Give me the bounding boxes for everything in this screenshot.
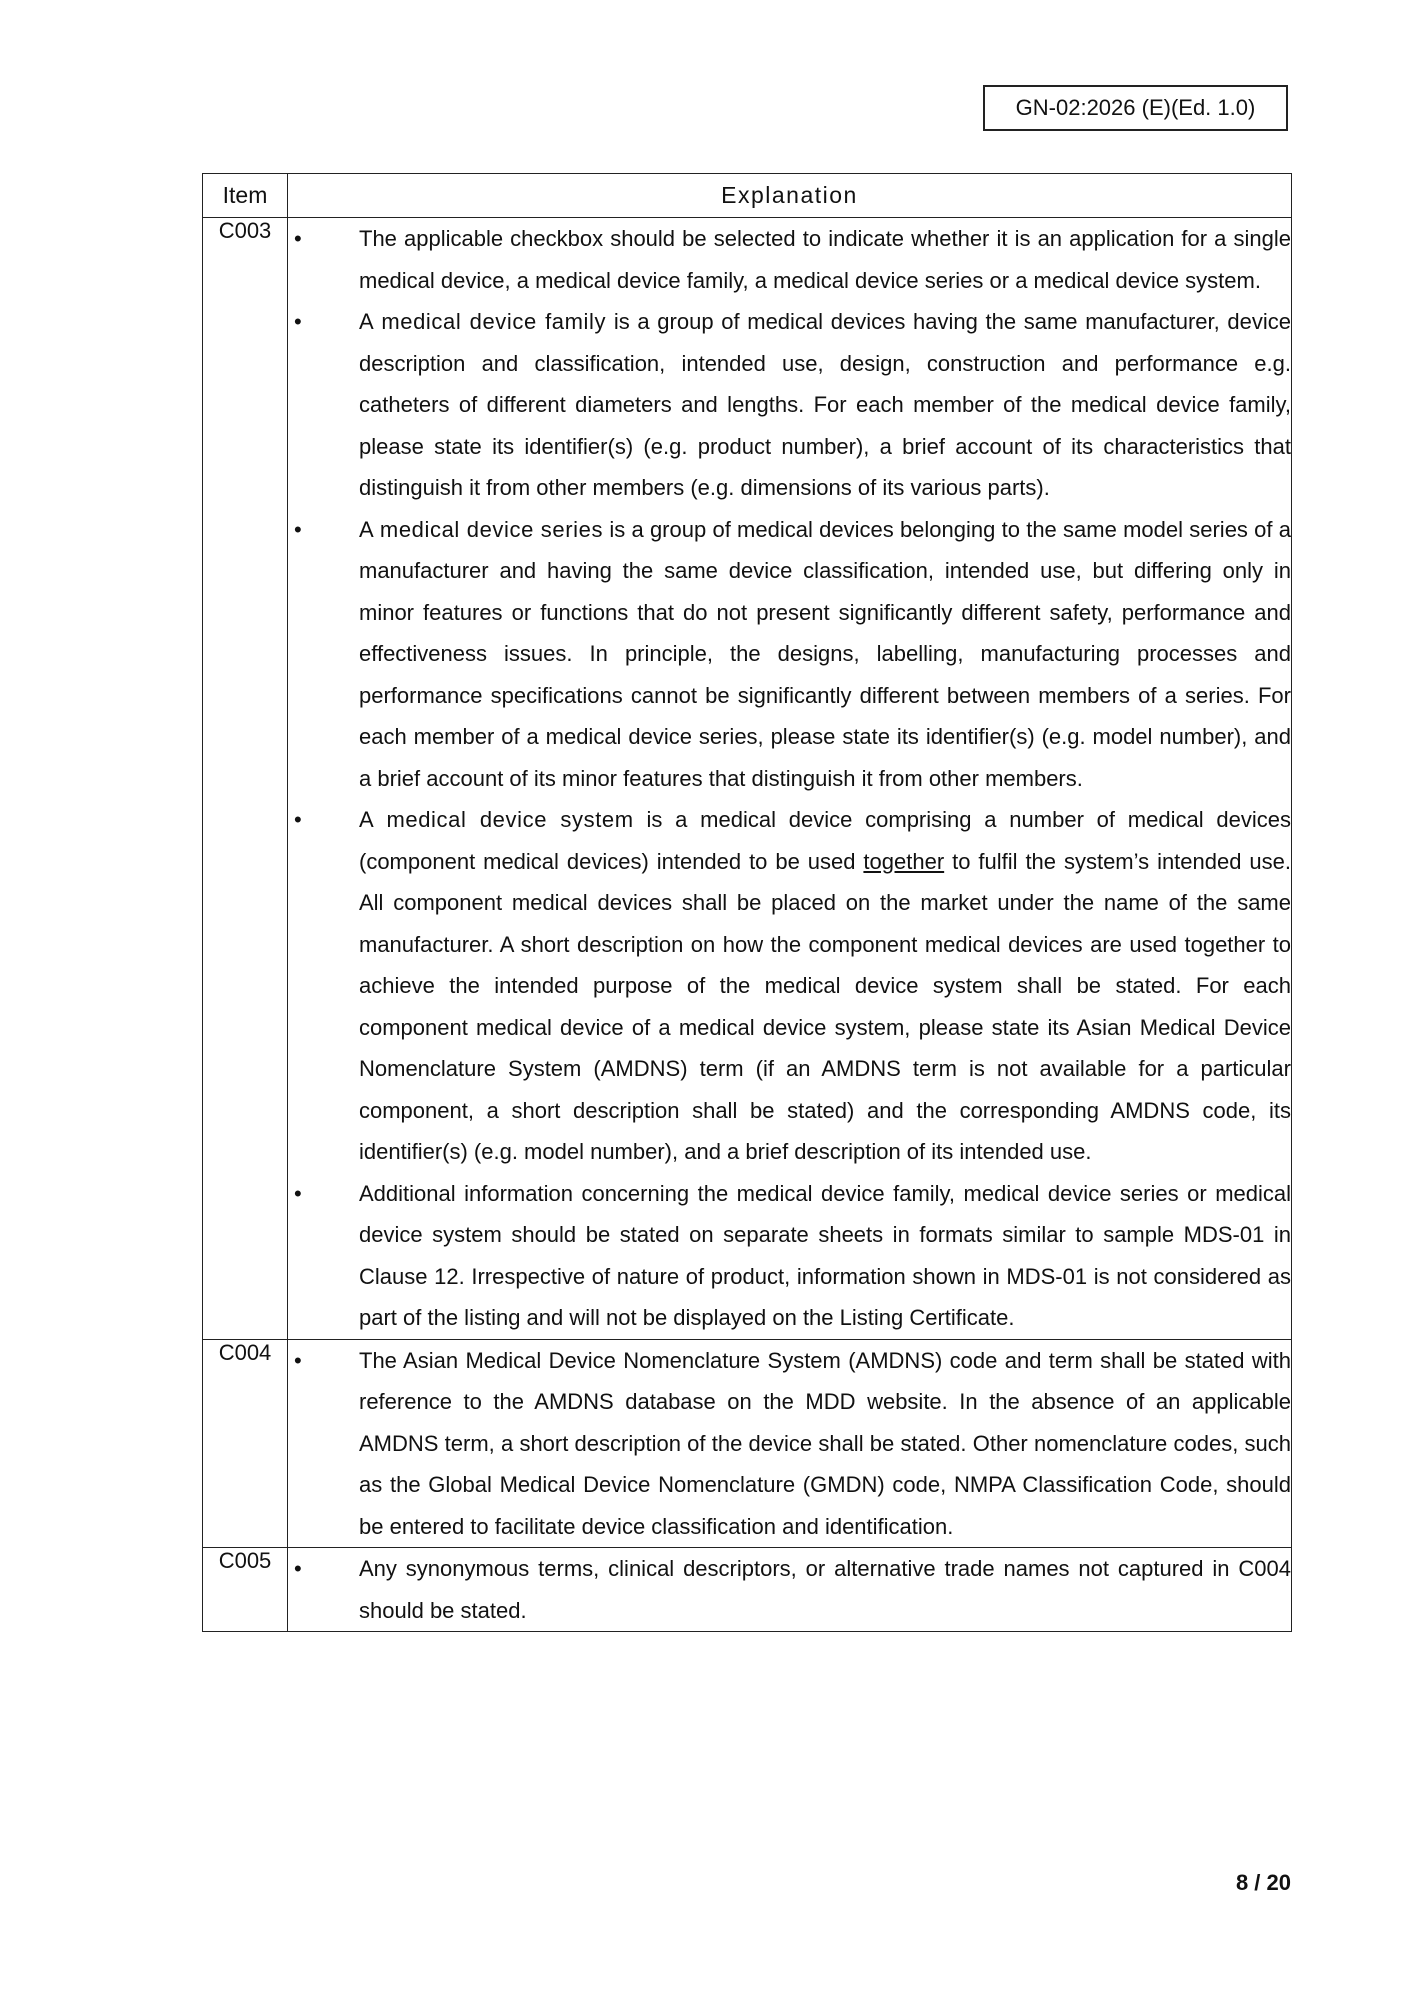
- table-row-c004: [203, 1339, 1292, 1548]
- item-code: C004: [203, 1339, 288, 1548]
- defined-term: A medical device series: [359, 516, 604, 542]
- bullet-text-body: is a medical device comprising a number of medical devices (component medical devices) intended to be used: [359, 807, 1291, 874]
- bullet-marker: •: [294, 1180, 302, 1206]
- column-header-explanation: Explanation: [288, 174, 1292, 218]
- bullet-text: Additional information concerning the medical device family, medical device series or medical device system should be stated on separate sheets in formats similar to sample MDS-01 in Clause 12. Irrespective of nature of product, information shown in MDS-01 is not considered as part of the listing and will not be displayed on the Listing Certificate.: [359, 1180, 1291, 1330]
- bullet-marker: •: [294, 309, 302, 334]
- defined-term: A medical device system: [359, 807, 634, 832]
- bullet-text-body: to fulfil the system’s intended use. All component medical devices shall be placed on the market under the name of the same manufacturer. A short description on how the component medical devices are used together to achieve the intended purpose of the medical device system shall be stated. For each component medical device of a medical device system, please state its Asian Medical Device Nomenclature System (AMDNS) term (if an AMDNS term is not available for a particular component, a short description shall be stated) and the corresponding AMDNS code, its identifier(s) (e.g. model number), and a brief description of its intended use.: [359, 848, 1291, 1164]
- explanation-table: [202, 173, 1292, 1632]
- table-row-c005: [203, 1548, 1292, 1632]
- bullet-item: [288, 509, 1291, 800]
- explanation-cell: [288, 1339, 1292, 1548]
- table-row-c003: [203, 218, 1292, 1340]
- bullet-marker: •: [294, 1556, 302, 1581]
- bullet-marker: •: [294, 1347, 302, 1373]
- bullet-text: Any synonymous terms, clinical descriptors, or alternative trade names not captured in C004 should be stated.: [359, 1556, 1291, 1623]
- bullet-item: [288, 301, 1291, 509]
- bullet-item: [288, 1173, 1291, 1339]
- item-code: C005: [203, 1548, 288, 1632]
- bullet-marker: •: [294, 516, 302, 542]
- bullet-text: [359, 799, 1291, 1173]
- bullet-marker: •: [294, 226, 302, 251]
- explanation-cell: [288, 218, 1292, 1340]
- bullet-text: [359, 509, 1291, 800]
- item-code: C003: [203, 218, 288, 1340]
- document-code-box: GN-02:2026 (E)(Ed. 1.0): [983, 85, 1288, 131]
- bullet-text-body: is a group of medical devices having the same manufacturer, device description and classification, intended use, design, construction and performance e.g. catheters of different diameters and lengths. For each member of the medical device family, please state its identifier(s) (e.g. product number), a brief account of its characteristics that distinguish it from other members (e.g. dimensions of its various parts).: [359, 309, 1291, 500]
- bullet-text: [359, 301, 1291, 509]
- page-number: 8 / 20: [1235, 1870, 1291, 1895]
- explanation-cell: [288, 1548, 1292, 1632]
- underlined-word: together: [863, 848, 945, 874]
- bullet-text: The Asian Medical Device Nomenclature System (AMDNS) code and term shall be stated with reference to the AMDNS database on the MDD website. In the absence of an applicable AMDNS term, a short description of the device shall be stated. Other nomenclature codes, such as the Global Medical Device Nomenclature (GMDN) code, NMPA Classification Code, should be entered to facilitate device classification and identification.: [359, 1347, 1291, 1539]
- table-header-row: [203, 174, 1292, 218]
- bullet-item: [288, 1340, 1291, 1548]
- bullet-item: [288, 799, 1291, 1173]
- column-header-item: Item: [203, 174, 288, 218]
- bullet-marker: •: [294, 807, 302, 832]
- bullet-text: The applicable checkbox should be selected to indicate whether it is an application for a single medical device, a medical device family, a medical device series or a medical device system.: [359, 226, 1291, 293]
- bullet-item: [288, 218, 1291, 301]
- bullet-text-body: is a group of medical devices belonging to the same model series of a manufacturer and having the same device classification, intended use, but differing only in minor features or functions that do not present significantly different safety, performance and effectiveness issues. In principle, the designs, labelling, manufacturing processes and performance specifications cannot be significantly different between members of a series. For each member of a medical device series, please state its identifier(s) (e.g. model number), and a brief account of its minor features that distinguish it from other members.: [359, 516, 1291, 791]
- bullet-item: [288, 1548, 1291, 1631]
- defined-term: A medical device family: [359, 309, 607, 334]
